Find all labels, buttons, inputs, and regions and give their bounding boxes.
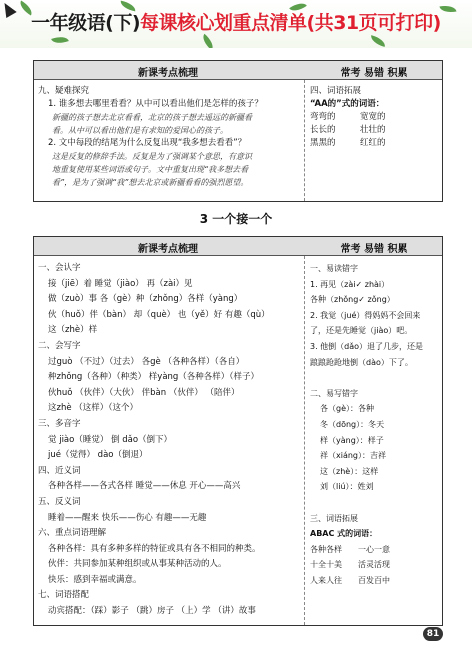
section-heading: 九、疑难探究: [38, 86, 90, 96]
section-heading: 一、易读错字: [310, 264, 358, 273]
word-row: 十全十美 活灵活现: [310, 560, 390, 570]
list-item: 这zhè （这样）（这个）: [48, 403, 139, 414]
list-item: 接（jiē）着 睡觉（jiào） 再（zài）见: [48, 278, 193, 289]
word-row: 长长的 壮壮的: [310, 125, 386, 135]
section-heading: 五、反义词: [38, 496, 81, 507]
word-row: 各种各样 一心一意: [310, 544, 390, 554]
list-item: 做（zuò）事 各（gè）种（zhǒng）各样（yàng）: [48, 294, 243, 305]
list-item: 伙huǒ （伙伴）（大伙） 伴bàn （伙伴） （陪伴）: [48, 387, 240, 398]
list-item: 冬（dōng）：冬天: [320, 419, 385, 429]
section-heading: 二、易写错字: [310, 388, 358, 398]
list-item: 刘（liú）：姓刘: [320, 482, 374, 492]
section-subheading: “AA的”式的词语：: [310, 99, 385, 109]
answer-text: 地重复使用某些词语或句子。文中重复出现“我多想去看: [52, 165, 249, 174]
page-title: 一年级语(下)每课核心划重点清单(共31页可打印): [31, 12, 441, 34]
section-heading: 七、词语搭配: [38, 590, 90, 601]
list-item: 这（zhè）：这样: [320, 466, 379, 476]
box-header: [34, 237, 442, 256]
left-column: [38, 261, 300, 620]
header-banner: [0, 0, 472, 48]
list-item: 2. 我觉（jué）得妈妈不会回来: [310, 310, 421, 320]
section-heading: 六、重点词语理解: [38, 528, 107, 539]
answer-text: 看。从中可以看出他们是有求知的爱国心的孩子。: [52, 126, 228, 135]
question-text: 1. 谁多想去哪里看看？从中可以看出他们是怎样的孩子？: [48, 99, 263, 109]
lesson3-summary-box: [33, 236, 443, 626]
right-column: [310, 85, 438, 150]
list-item: 伙（huǒ）伴（bàn） 却（què） 也（yě）好 有趣（qù）: [48, 309, 270, 320]
list-item: 过guò （不过）（过去） 各gè （各种各样）（各自）: [48, 356, 245, 367]
section-heading: 二、会写字: [38, 340, 81, 351]
left-column: [38, 85, 300, 189]
list-item: 各种各样——各式各样 睡觉——休息 开心——高兴: [48, 481, 241, 492]
list-item: 种zhǒng（各种）（种类） 样yàng（各种各样）（样子）: [48, 372, 260, 383]
list-item: 各种各样：具有多种多样的特征或具有各不相同的种类。: [48, 543, 261, 554]
header-left-title: 新课考点梳理: [138, 68, 198, 79]
section-heading: 一、会认字: [38, 263, 81, 273]
header-right-title: 常考 易错 积累: [340, 244, 408, 255]
list-item: 各（gè）：各种: [320, 404, 374, 414]
page-number: 81: [423, 627, 443, 641]
lesson-title: 3 一个接一个: [199, 212, 273, 226]
column-divider: [304, 256, 305, 625]
leaf-decoration: [369, 35, 387, 47]
answer-text: 新疆的孩子想去北京看看，北京的孩子想去遥远的新疆看: [52, 113, 252, 122]
word-row: 弯弯的 宽宽的: [310, 112, 386, 122]
list-item: 3. 他倒（dǎo）退了几步，还是: [310, 341, 424, 351]
right-column: [310, 261, 438, 588]
list-item: 祥（xiáng）：吉祥: [320, 451, 387, 461]
section-heading: 三、词语拓展: [310, 513, 358, 523]
leaf-decoration: [51, 34, 69, 47]
question-text: 2. 文中每段的结尾为什么反复出现“我多想去看看”？: [48, 138, 247, 148]
word-row: 人来人往 百发百中: [310, 575, 390, 585]
list-item: 样（yàng）：样子: [320, 435, 384, 445]
list-item: 1. 再见（zài✓ zhài）: [310, 279, 390, 289]
spacer: [310, 370, 438, 386]
leaf-decoration: [199, 34, 216, 48]
box-header: [34, 61, 442, 80]
answer-text: 看”，是为了强调“我”想去北京或新疆看看的强烈愿望。: [52, 178, 249, 187]
section-subheading: ABAC 式的词语：: [310, 529, 378, 539]
list-item: jué（觉得） dào（倒退）: [48, 450, 148, 461]
list-item: 踉踉跄跄地倒（dào）下了。: [310, 357, 413, 367]
list-item: 动宾搭配：（踩）影子 （跳）房子 （上）学 （讲）故事: [48, 606, 256, 617]
list-item: 快乐：感到幸福或满意。: [48, 574, 142, 585]
list-item: 各种（zhǒng✓ zǒng）: [310, 295, 395, 305]
word-row: 黑黑的 红红的: [310, 138, 386, 148]
answer-text: 这是反复的修辞手法。反复是为了强调某个意思，有意识: [52, 152, 252, 161]
header-right-title: 常考 易错 积累: [340, 68, 408, 79]
column-divider: [304, 80, 305, 201]
section-heading: 四、词语拓展: [310, 86, 362, 96]
list-item: 了，还是先睡觉（jiào）吧。: [310, 326, 413, 336]
section-heading: 三、多音字: [38, 418, 81, 429]
header-left-title: 新课考点梳理: [138, 244, 198, 255]
list-item: 这（zhè）样: [48, 325, 98, 336]
list-item: 觉 jiào（睡觉） 倒 dǎo（倒下）: [48, 434, 173, 445]
list-item: 伙伴：共同参加某种组织或从事某种活动的人。: [48, 559, 227, 570]
spacer: [310, 495, 438, 511]
lesson2-summary-box: [33, 60, 443, 202]
section-heading: 四、近义词: [38, 465, 81, 476]
list-item: 睡着——醒来 快乐——伤心 有趣——无趣: [48, 512, 207, 523]
